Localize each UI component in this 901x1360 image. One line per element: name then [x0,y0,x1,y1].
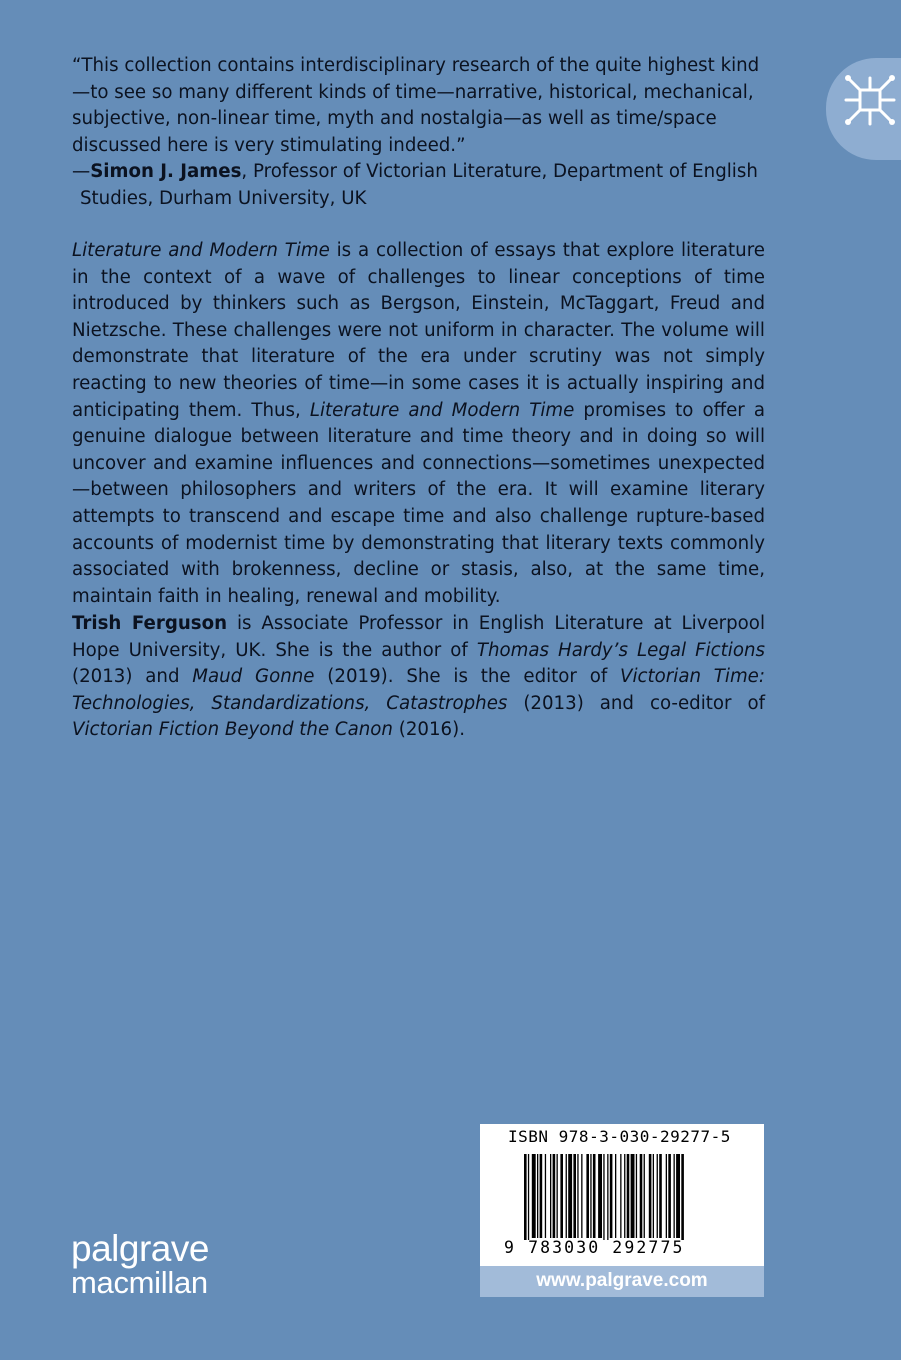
barcode-bar [615,1154,616,1238]
barcode-bar [659,1154,662,1238]
barcode-bar [598,1154,602,1238]
barcode-bar [550,1154,551,1238]
author-bio [72,611,765,744]
author-name: Trish Ferguson [72,613,228,634]
barcode-bar [540,1154,543,1238]
barcode-bar [586,1154,589,1238]
barcode-bar [681,1154,684,1240]
barcode-bar [590,1154,591,1238]
barcode-bar [644,1154,645,1238]
quote-attribution [72,159,765,212]
barcode-bar [560,1154,563,1238]
endorsement-quote [72,53,765,213]
barcode-bar [676,1154,680,1238]
barcode-bar [657,1154,658,1238]
barcode-bar [620,1154,621,1238]
bio-book-3: Victorian Time: Technologies, Standardizations, Catastrophes [72,666,766,714]
quote-role-line1: , Professor of Victorian Literature, Department of English [241,161,758,183]
palgrave-logo-tab [826,58,901,160]
book-description [72,238,765,610]
quote-author: Simon J. James [90,161,242,183]
barcode-bars [480,1154,764,1240]
barcode-bar [573,1154,576,1238]
barcode-bar [568,1154,572,1238]
description-part2: promises to offer a genuine dialogue between literature and time theory and in doing so will uncover and examine influences and connections—sometimes unexpected—between philosophers and writers of the era. It will examine literary attempts to transcend and escape time and also challenge rupture-based accounts of modernist time by demonstrating that literary texts commonly associated with brokenness, decline or stasis, also, at the same time, maintain faith in healing, renewal and mobility. [72,399,766,607]
barcode-bar [610,1154,613,1238]
isbn-barcode [480,1124,764,1266]
bio-text-1: is Associate Professor in English Literature at Liverpool Hope University, UK. She is the author of [72,613,765,661]
bio-book-4: Victorian Fiction Beyond the Canon [72,719,393,741]
isbn-label: ISBN 978-3-030-29277-5 [508,1127,731,1146]
quote-text: “This collection contains interdisciplinary research of the quite highest kind—to see so many different kinds of time—narrative, historical, mechanical, subjective, non-linear time, myth and nostalgia—as well as time/space discussed here is very stimulating indeed.” [72,55,760,156]
publisher-website: www.palgrave.com [480,1266,764,1297]
description-part1: is a collection of essays that explore literature in the context of a wave of challenges to linear conceptions of time introduced by thinkers such as Bergson, Einstein, McTaggart, Freud and Nietzsche. These challenges were not uniform in character. The volume will demonstrate that literature of the era under scrutiny was not simply reacting to new theories of time—in some cases it is actually inspiring and anticipating them. Thus, [72,240,765,421]
barcode-bar [607,1154,608,1240]
publisher-logo [71,1228,209,1300]
barcode-bar [528,1154,529,1240]
quote-dash: — [72,161,91,183]
barcode-bar [532,1154,536,1238]
barcode-bar [581,1154,582,1238]
barcode-bar [649,1154,652,1238]
barcode-bar [636,1154,637,1238]
palgrave-network-icon [842,72,898,128]
barcode-bar [627,1154,630,1238]
publisher-line2: macmillan [71,1265,208,1300]
barcode-bar [666,1154,667,1238]
bio-text-3: (2019). She is the editor of [314,666,621,688]
barcode-bar [674,1154,675,1238]
book-title-italic: Literature and Modern Time [72,240,330,261]
bio-text-2: (2013) and [72,666,193,688]
barcode-bar [653,1154,654,1238]
barcode-bar [553,1154,556,1238]
barcode-bar [557,1154,558,1238]
barcode-bar [624,1154,625,1238]
quote-role-line2: Studies, Durham University, UK [80,187,367,209]
barcode-bar [577,1154,578,1238]
barcode-bar [668,1154,671,1238]
barcode-bar [640,1154,643,1238]
book-title-italic-2: Literature and Modern Time [309,399,575,421]
bio-text-4: (2013) and co-editor of [507,692,765,714]
barcode-bar [524,1154,527,1240]
barcode-bar [593,1154,596,1238]
barcode-digits: 9 783030 292775 [504,1238,685,1257]
bio-book-2: Maud Gonne [192,666,315,688]
barcode-bar [603,1154,604,1240]
barcode-bar [537,1154,538,1238]
bio-book-1: Thomas Hardy’s Legal Fictions [476,639,765,661]
bio-text-5: (2016). [392,719,465,741]
barcode-bar [631,1154,635,1238]
publisher-line1: palgrave [71,1228,209,1269]
barcode-bar [566,1154,567,1238]
barcode-bar [545,1154,546,1238]
